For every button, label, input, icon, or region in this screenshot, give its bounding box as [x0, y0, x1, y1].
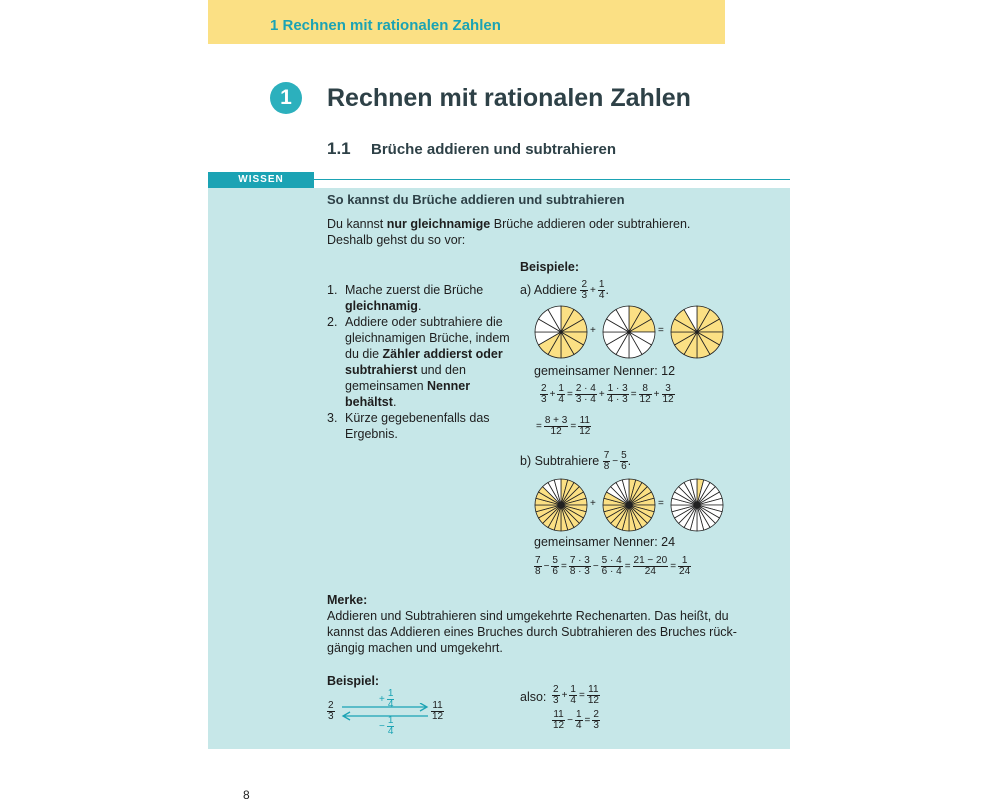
step-bold: Zähler addierst oder subtrahierst — [345, 347, 503, 377]
numerator: 1 — [387, 688, 394, 699]
fraction — [551, 556, 559, 577]
fraction-wheel — [670, 305, 724, 359]
intro-line-2: Deshalb gehst du so vor: — [327, 233, 466, 247]
denominator: 8 — [535, 566, 541, 577]
numerator: 11 — [553, 709, 564, 720]
example-a-heading: a) Addiere $\frac{2}{3}$ + $\frac{1}{4}$ . — [520, 279, 609, 301]
numerator: 8 — [639, 384, 652, 395]
wissen-tab: WISSEN — [208, 172, 314, 188]
denominator: 12 — [587, 695, 599, 706]
inverse-arrows — [340, 703, 430, 721]
numerator: 2 · 4 — [575, 383, 596, 394]
fraction — [578, 416, 591, 437]
box-title: So kannst du Brüche addieren und subtrahieren — [327, 192, 625, 207]
numerator: 2 — [553, 684, 559, 695]
denominator: 3 — [553, 695, 559, 706]
operator: + — [549, 389, 556, 400]
step-text: Addiere oder subtrahiere die gleichnamigen Brüche, indem du die — [345, 315, 510, 361]
denominator: 3 — [541, 394, 547, 405]
equation-line — [540, 384, 675, 405]
step-item — [327, 410, 512, 442]
fraction-wheel — [534, 478, 588, 532]
numerator: 3 — [662, 384, 675, 395]
chapter-title: Rechnen mit rationalen Zahlen — [327, 84, 691, 112]
numerator: 2 — [541, 383, 547, 394]
merke-line: gängig machen und umgekehrt. — [327, 641, 503, 655]
denominator: 24 — [644, 566, 656, 577]
equals-sign: = — [658, 498, 664, 509]
step-bold: Nenner behältst — [345, 379, 471, 409]
denominator: 8 · 3 — [569, 566, 590, 577]
step-item — [327, 282, 512, 314]
fraction — [552, 685, 560, 706]
step-number: 1. — [327, 283, 338, 297]
intro-bold: nur gleichnamige — [386, 217, 491, 231]
fraction — [575, 384, 597, 405]
equals-sign: = — [658, 325, 664, 336]
operator: = — [566, 389, 573, 400]
numerator: 7 · 3 — [569, 555, 590, 566]
equation-line — [552, 710, 600, 731]
fraction-wheel — [534, 305, 588, 359]
numerator: 1 — [558, 383, 564, 394]
examples-label: Beispiele: — [520, 260, 580, 274]
denominator: 24 — [679, 566, 691, 577]
fraction — [592, 710, 600, 731]
example-a-prefix: a) Addiere — [520, 282, 577, 297]
numerator: 1 · 3 — [607, 383, 628, 394]
equation-line — [552, 685, 600, 706]
fraction-wheel — [602, 478, 656, 532]
denominator: 6 · 4 — [601, 566, 622, 577]
step-text: Mache zuerst die Brüche — [345, 283, 484, 297]
denominator: 4 — [598, 290, 605, 301]
step-text: . — [392, 395, 397, 409]
denominator: 8 — [603, 461, 610, 472]
common-denominator-b: gemeinsamer Nenner: 24 — [534, 535, 676, 549]
numerator: 7 — [603, 450, 610, 461]
fraction-left — [327, 701, 335, 722]
denominator: 6 — [552, 566, 558, 577]
chapter-number-badge: 1 — [270, 82, 302, 114]
merke-label: Merke: — [327, 593, 368, 607]
step-number: 2. — [327, 315, 338, 329]
operator: = — [578, 690, 585, 701]
fraction — [620, 451, 628, 472]
denominator: 4 — [387, 699, 394, 710]
numerator: 1 — [678, 556, 691, 567]
also-label: also: — [520, 690, 547, 704]
step-text: und den gemeinsamen — [345, 363, 466, 393]
fraction — [598, 280, 606, 301]
operator: − — [543, 561, 550, 572]
numerator: 2 — [593, 709, 599, 720]
denominator: 3 — [328, 711, 334, 722]
section-title: Brüche addieren und subtrahieren — [371, 141, 617, 158]
running-header: 1 Rechnen mit rationalen Zahlen — [270, 17, 501, 34]
intro-text — [327, 216, 747, 248]
step-number: 3. — [327, 411, 338, 425]
denominator: 12 — [432, 711, 444, 722]
fraction — [557, 384, 565, 405]
denominator: 12 — [579, 426, 591, 437]
equation-line — [534, 416, 591, 437]
denominator: 3 — [581, 290, 588, 301]
denominator: 3 — [593, 720, 599, 731]
steps-list — [327, 282, 512, 442]
operator: = — [560, 561, 567, 572]
denominator: 12 — [662, 394, 674, 405]
numerator: 5 — [552, 555, 558, 566]
operator: + — [561, 690, 568, 701]
beispiel-label: Beispiel: — [327, 674, 380, 688]
merke-text — [327, 608, 767, 656]
operator: − — [592, 561, 599, 572]
operator: − — [379, 721, 385, 732]
fraction — [607, 384, 629, 405]
denominator: 12 — [553, 720, 565, 731]
denominator: 4 — [558, 394, 564, 405]
step-bold: gleichnamig — [345, 299, 418, 313]
fraction-right — [431, 701, 444, 722]
numerator: 2 — [581, 279, 588, 290]
fraction — [552, 710, 565, 731]
plus-sign: + — [590, 498, 596, 509]
knowledge-box — [208, 188, 790, 749]
fraction — [544, 416, 569, 437]
step-text: . — [417, 299, 422, 313]
operator: = — [536, 421, 542, 432]
example-b-prefix: b) Subtrahiere — [520, 453, 600, 468]
operator: + — [653, 389, 660, 400]
denominator: 4 — [570, 695, 576, 706]
operator: = — [624, 561, 631, 572]
fraction — [601, 556, 623, 577]
intro-part: Du kannst — [327, 217, 387, 231]
numerator: 1 — [570, 684, 576, 695]
denominator: 3 · 4 — [575, 394, 596, 405]
merke-line: kannst das Addieren eines Bruches durch Subtrahieren des Bruches rück- — [327, 625, 737, 639]
fraction — [569, 685, 577, 706]
page-number: 8 — [243, 788, 250, 802]
operator: − — [567, 715, 573, 726]
fraction — [633, 556, 669, 577]
fraction — [580, 280, 588, 301]
step-item — [327, 314, 512, 410]
operator: = — [584, 715, 591, 726]
numerator: 11 — [432, 700, 443, 711]
denominator: 4 — [387, 726, 394, 737]
denominator: 4 · 3 — [607, 394, 628, 405]
numerator: 5 — [621, 450, 627, 461]
fraction — [534, 556, 542, 577]
fraction — [569, 556, 591, 577]
operator: + — [379, 694, 385, 705]
numerator: 7 — [535, 555, 541, 566]
common-denominator-a: gemeinsamer Nenner: 12 — [534, 364, 676, 378]
intro-part: Brüche addieren oder subtrahieren. — [490, 217, 691, 231]
operator: = — [570, 421, 577, 432]
fraction-wheel — [670, 478, 724, 532]
numerator: 8 + 3 — [544, 415, 568, 426]
fraction — [575, 710, 583, 731]
merke-line: Addieren und Subtrahieren sind umgekehrte Rechenarten. Das heißt, du — [327, 609, 729, 623]
fraction — [587, 685, 600, 706]
numerator: 1 — [575, 709, 582, 720]
section-number: 1.1 — [327, 139, 351, 158]
step-text: Kürze gegebenenfalls das Ergebnis. — [345, 411, 490, 441]
wissen-rule — [314, 179, 790, 180]
plus-sign: + — [590, 325, 596, 336]
denominator: 12 — [639, 394, 651, 405]
numerator: 11 — [588, 684, 599, 695]
denominator: 6 — [621, 461, 627, 472]
numerator: 11 — [579, 415, 590, 426]
numerator: 21 − 20 — [633, 555, 668, 566]
denominator: 12 — [550, 426, 562, 437]
numerator: 1 — [598, 279, 605, 290]
operator: = — [670, 561, 677, 572]
numerator: 5 · 4 — [601, 555, 622, 566]
numerator: 1 — [387, 715, 394, 726]
numerator: 2 — [328, 700, 334, 711]
fraction — [639, 384, 652, 405]
fraction — [678, 556, 691, 577]
fraction — [540, 384, 548, 405]
operator: = — [630, 389, 637, 400]
example-b-heading: b) Subtrahiere $\frac{7}{8}$ − $\frac{5}{6}$ . — [520, 450, 632, 472]
operator: + — [598, 389, 605, 400]
fraction — [662, 384, 675, 405]
denominator: 4 — [575, 720, 582, 731]
fraction-wheel — [602, 305, 656, 359]
equation-line — [534, 556, 691, 577]
